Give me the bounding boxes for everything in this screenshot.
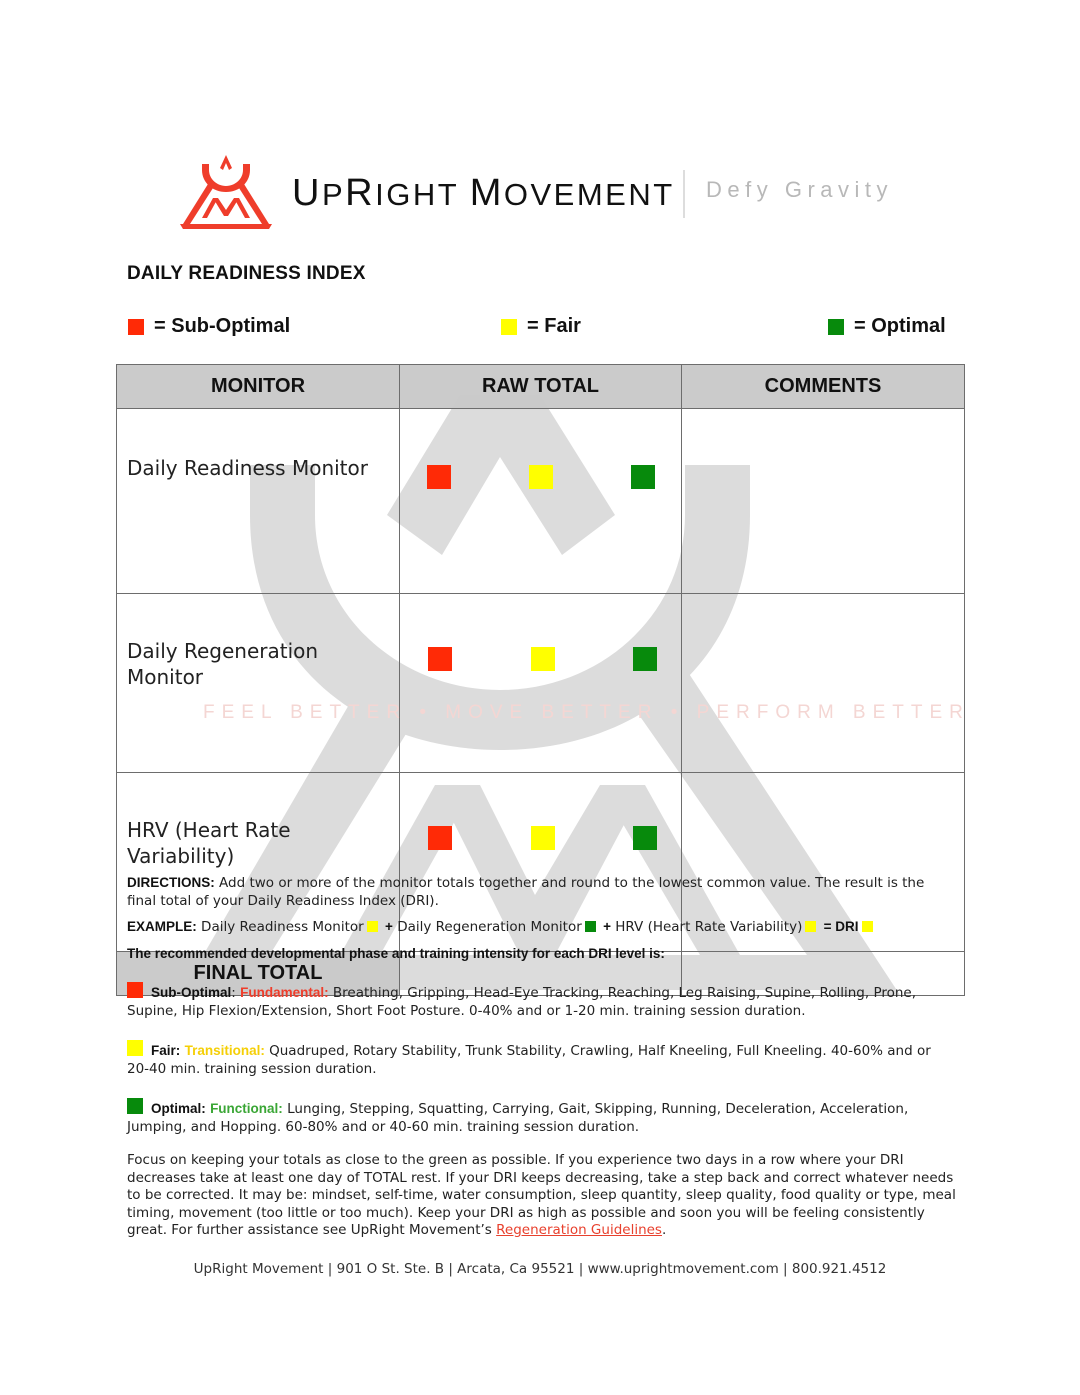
directions-text: Add two or more of the monitor totals together and round to the lowest common value. The result is the final total of your Daily Readiness Index (DRI).	[127, 875, 925, 909]
legend-fair	[501, 315, 581, 338]
header-divider	[683, 170, 685, 218]
yellow-chip-icon	[805, 921, 816, 932]
legend-optimal	[828, 315, 946, 338]
level-sub-optimal	[127, 982, 957, 1020]
recommendation-heading-text: The recommended developmental phase and training intensity for each DRI level is:	[127, 946, 665, 961]
focus-paragraph	[127, 1152, 957, 1240]
phase-label: Fundamental:	[240, 985, 329, 1000]
equals-dri: = DRI	[823, 919, 859, 934]
example-text: Daily Readiness Monitor	[196, 919, 364, 935]
level-label: Fair:	[151, 1043, 181, 1058]
green-square-icon	[828, 319, 844, 335]
yellow-chip-icon	[367, 921, 378, 932]
legend-label: = Sub-Optimal	[154, 315, 291, 337]
comments-cell[interactable]	[682, 594, 965, 773]
separator: :	[231, 985, 241, 1001]
phase-label: Functional:	[210, 1101, 283, 1116]
level-description: Quadruped, Rotary Stability, Trunk Stability, Crawling, Half Kneeling, Full Kneeling. 40-60% and or 20-40 min. training session duration.	[127, 1043, 931, 1077]
regeneration-guidelines-link[interactable]: Regeneration Guidelines	[496, 1222, 662, 1238]
focus-text: Focus on keeping your totals as close to the green as possible. If you experience two days in a row where your DRI decreases take at least one day of TOTAL rest. If your DRI keeps decreasing, take a step back and correct whatever needs to be corrected. It may be: mindset, self-time, water consumption, sleep quantity, sleep quality, food quality or type, meal timing, movement (too little or too much). Keep your DRI as high as possible and soon you will be feeling consistently great. For further assistance see UpRight Movement’s	[127, 1152, 956, 1238]
raw-total-cell[interactable]	[400, 594, 682, 773]
monitor-name: HRV (Heart Rate Variability)	[117, 773, 400, 952]
tagline: Defy Gravity	[706, 177, 894, 202]
example-text: HRV (Heart Rate Variability)	[610, 919, 803, 935]
upright-logo-icon	[180, 150, 272, 230]
brand-name: UPRIGHT MOVEMENT	[292, 172, 675, 214]
level-fair	[127, 1040, 957, 1078]
example-paragraph	[127, 918, 957, 937]
footer-contact: UpRight Movement | 901 O St. Ste. B | Arcata, Ca 95521 | www.uprightmovement.com | 800.921.4512	[193, 1261, 887, 1277]
red-square-icon	[127, 982, 143, 998]
optimal-option-square[interactable]	[633, 647, 657, 671]
phase-label: Transitional:	[184, 1043, 265, 1058]
table-header-row	[117, 365, 965, 409]
legend-label: = Fair	[527, 315, 581, 337]
level-label: Sub-Optimal	[151, 985, 232, 1000]
table-row	[117, 409, 965, 594]
table-row	[117, 594, 965, 773]
yellow-square-icon	[501, 319, 517, 335]
yellow-square-icon	[127, 1040, 143, 1056]
column-header-monitor: MONITOR	[117, 365, 400, 409]
fair-option-square[interactable]	[529, 465, 553, 489]
page-title: DAILY READINESS INDEX	[127, 263, 366, 284]
green-square-icon	[127, 1098, 143, 1114]
legend-sub-optimal	[128, 315, 290, 338]
sub-optimal-option-square[interactable]	[428, 826, 452, 850]
level-label: Optimal:	[151, 1101, 206, 1116]
level-optimal	[127, 1098, 957, 1136]
red-square-icon	[128, 319, 144, 335]
optimal-option-square[interactable]	[631, 465, 655, 489]
level-description: Lunging, Stepping, Squatting, Carrying, Gait, Skipping, Running, Deceleration, Acceleration, Jumping, and Hopping. 60-80% and or 40-60 min. training session duration.	[127, 1101, 909, 1135]
directions-label: DIRECTIONS:	[127, 875, 215, 890]
raw-total-cell[interactable]	[400, 409, 682, 594]
fair-option-square[interactable]	[531, 826, 555, 850]
optimal-option-square[interactable]	[633, 826, 657, 850]
column-header-raw-total: RAW TOTAL	[400, 365, 682, 409]
legend-label: = Optimal	[854, 315, 946, 337]
plus-sign: +	[603, 919, 611, 934]
watermark-slogan: FEEL BETTER • MOVE BETTER • PERFORM BETTER	[203, 702, 970, 723]
fair-option-square[interactable]	[531, 647, 555, 671]
level-description: Breathing, Gripping, Head-Eye Tracking, Reaching, Leg Raising, Supine, Rolling, Prone, Supine, Hip Flexion/Extension, Short Foot Posture. 0-40% and or 1-20 min. training session duration.	[127, 985, 917, 1019]
recommendation-heading	[127, 945, 957, 964]
example-label: EXAMPLE:	[127, 919, 197, 934]
sub-optimal-option-square[interactable]	[427, 465, 451, 489]
final-total-label: FINAL TOTAL	[117, 952, 400, 996]
monitor-name: Daily Regeneration Monitor	[117, 594, 400, 773]
comments-cell[interactable]	[682, 409, 965, 594]
green-chip-icon	[585, 921, 596, 932]
column-header-comments: COMMENTS	[682, 365, 965, 409]
example-text: Daily Regeneration Monitor	[392, 919, 582, 935]
directions-paragraph	[127, 874, 957, 910]
monitor-name: Daily Readiness Monitor	[117, 409, 400, 594]
yellow-chip-icon	[862, 921, 873, 932]
plus-sign: +	[385, 919, 393, 934]
focus-end: .	[661, 1222, 667, 1238]
sub-optimal-option-square[interactable]	[428, 647, 452, 671]
